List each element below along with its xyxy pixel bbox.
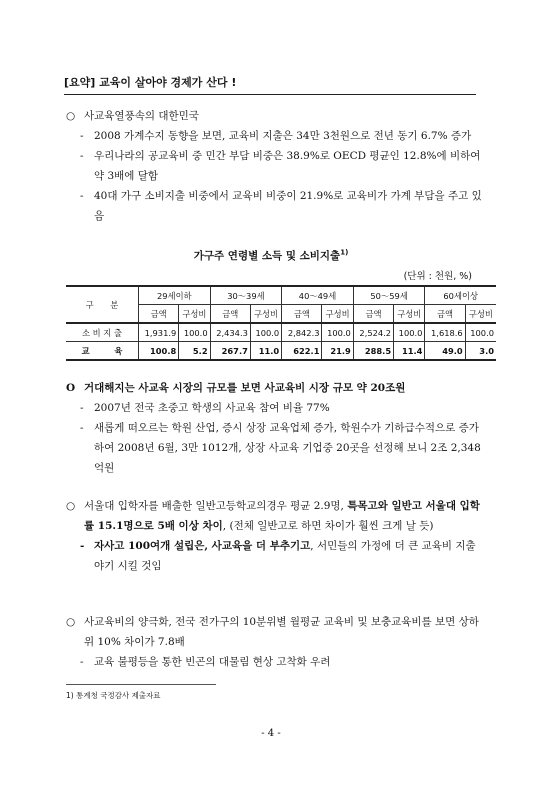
footnote-divider [66,684,216,685]
list-item: - 2007년 전국 초중고 학생의 사교육 참여 비율 77% [80,402,330,414]
section-1 [66,106,486,226]
table-cell: 100.0 [322,323,353,342]
circle-bullet-icon: ○ [66,616,76,628]
table-cell: 3.0 [465,342,496,361]
table-header-cell: 40～49세 [282,286,354,305]
table-cell: 622.1 [282,342,322,361]
page-title: [요약] 교육이 살아야 경제가 산다 ! [64,74,476,95]
table-header-cell: 29세이하 [139,286,211,305]
table-cell: 100.0 [394,323,425,342]
table-header-label: 구 분 [66,286,139,323]
list-item: - 교육 불평등을 통한 빈곤의 대물림 현상 고착화 우려 [80,656,331,668]
table-header-cell: 30～39세 [210,286,282,305]
table-subheader-cell: 구성비 [394,305,425,324]
table-subheader-cell: 금액 [282,305,322,324]
table-header-cell: 60세이상 [425,286,496,305]
circle-bullet-icon: ○ [66,110,76,122]
section-1-heading: 사교육열풍속의 대한민국 [84,110,199,122]
list-item: - 2008 가계수지 동향을 보면, 교육비 지출은 34만 3천원으로 전년 동기 6.7% 증가 [80,130,472,142]
list-item: - 40대 가구 소비지출 비중에서 교육비 비중이 21.9%로 교육비가 가계 부담을 주고 있음 [80,190,482,222]
table-header-cell: 50～59세 [353,286,425,305]
section-2 [66,378,486,478]
table-cell: 267.7 [210,342,250,361]
table-cell: 21.9 [322,342,353,361]
list-item: - 새롭게 떠오르는 학원 산업, 증시 상장 교육업체 증가, 학원수가 기하급수적으로 증가하여 2008년 6월, 3만 1012개, 상장 사교육 기업중 20곳을 선정해 보니 2조 2,348억원 [80,422,481,474]
table-cell: 2,524.2 [353,323,393,342]
list-item: - 자사고 100여개 설립은, 사교육을 더 부추기고, 서민들의 가정에 더 큰 교육비 지출 야기 시킬 것임 [80,540,476,572]
section-3: ○ 서울대 입학자를 배출한 일반고등학교의경우 평균 2.9명, 특목고와 일반고 서울대 입학률 15.1명으로 5배 이상 차이, (전체 일반고로 하면 차이가 훨씬 크게 날 듯) - 자사고 100여개 설립은, 사교육을 더 부추기고, 서민들의 가정에 더 큰 교육비 지출 야기 시킬 것임 [66,496,486,576]
table-cell: 49.0 [425,342,465,361]
table-row-label: 교 육 [66,342,139,361]
table-subheader-cell: 구성비 [322,305,353,324]
footnote: 1) 통계청 국정감사 제출자료 [66,691,161,700]
circle-bullet-icon: ○ [66,500,76,512]
circle-bullet-icon: O [66,382,76,394]
highlight-text: 특목고와 일반고 서울대 입학률 15.1명으로 5배 이상 차이 [84,500,480,532]
table-cell: 1,931.9 [139,323,179,342]
income-spending-table [66,285,496,361]
table-subheader-cell: 금액 [210,305,250,324]
table-subheader-cell: 구성비 [179,305,210,324]
table-row-label: 소 비 지 출 [66,323,139,342]
table-row [66,342,496,361]
table-cell: 2,842.3 [282,323,322,342]
section-2-heading: 거대해지는 사교육 시장의 규모를 보면 사교육비 시장 규모 약 20조원 [84,382,406,394]
list-item: - 우리나라의 공교육비 중 민간 부담 비중은 38.9%로 OECD 평균인 12.8%에 비하여 약 3배에 달함 [80,150,481,182]
section-4 [66,612,486,672]
table-subheader-cell: 금액 [425,305,465,324]
table-cell: 11.4 [394,342,425,361]
table-cell: 1,618.6 [425,323,465,342]
section-4-heading: 사교육비의 양극화, 전국 전가구의 10분위별 월평균 교육비 및 보충교육비를 보면 상하위 10% 차이가 7.8배 [84,616,479,648]
table-row [66,323,496,342]
table-subheader-cell: 금액 [353,305,393,324]
table-cell: 2,434.3 [210,323,250,342]
table-subheader-cell: 금액 [139,305,179,324]
table-cell: 100.8 [139,342,179,361]
table-subheader-cell: 구성비 [465,305,496,324]
table-subheader-cell: 구성비 [250,305,281,324]
table-cell: 288.5 [353,342,393,361]
page-number: - 4 - [261,728,281,739]
table-cell: 11.0 [250,342,281,361]
table-cell: 100.0 [179,323,210,342]
table-cell: 100.0 [465,323,496,342]
table-title: 가구주 연령별 소득 및 소비지출$^{1)}$ [193,248,349,262]
table-cell: 100.0 [250,323,281,342]
table-unit: (단위 : 천원, %) [403,271,472,282]
table-cell: 5.2 [179,342,210,361]
